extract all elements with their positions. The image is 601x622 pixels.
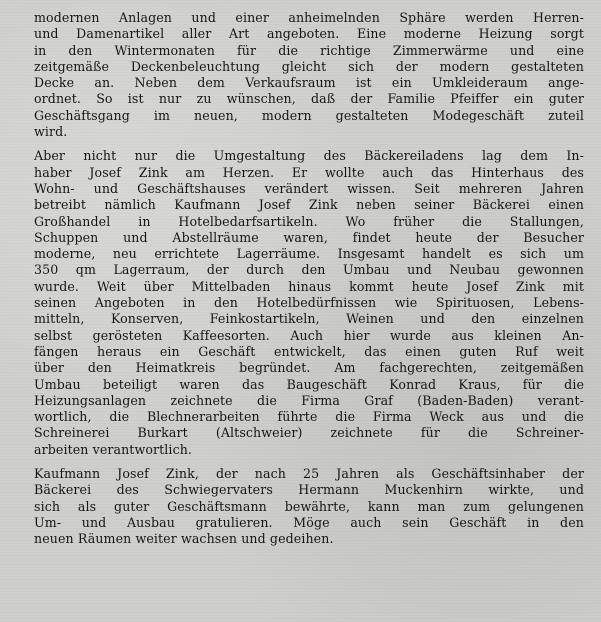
text-line: Bäckerei des Schwiegervaters Hermann Muckenhirn wirkte, und [34,482,584,498]
paragraph-gap [34,458,584,466]
text-line: Decke an. Neben dem Verkaufsraum ist ein Umkleideraum ange- [34,75,584,91]
text-line: Kaufmann Josef Zink, der nach 25 Jahren als Geschäftsinhaber der [34,466,584,482]
text-line: betreibt nämlich Kaufmann Josef Zink neben seiner Bäckerei einen [34,197,584,213]
text-line: wurde. Weit über Mittelbaden hinaus kommt heute Josef Zink mit [34,278,584,294]
text-line: Großhandel in Hotelbedarfsartikeln. Wo früher die Stallungen, [34,213,584,229]
text-line: zeitgemäße Deckenbeleuchtung gleicht sich der modern gestalteten [34,58,584,74]
text-line: in den Wintermonaten für die richtige Zimmerwärme und eine [34,42,584,58]
text-line: sich als guter Geschäftsmann bewährte, kann man zum gelungenen [34,498,584,514]
paragraph-1 [34,10,584,140]
text-line: selbst gerösteten Kaffeesorten. Auch hier wurde aus kleinen An- [34,327,584,343]
text-line: ordnet. So ist nur zu wünschen, daß der Familie Pfeiffer ein guter [34,91,584,107]
text-line: mitteln, Konserven, Feinkostartikeln, Weinen und den einzelnen [34,311,584,327]
text-line: Umbau beteiligt waren das Baugeschäft Konrad Kraus, für die [34,376,584,392]
article-column [34,10,584,548]
text-line: Schuppen und Abstellräume waren, findet heute der Besucher [34,229,584,245]
text-line: moderne, neu errichtete Lagerräume. Insgesamt handelt es sich um [34,246,584,262]
text-line: haber Josef Zink am Herzen. Er wollte auch das Hinterhaus des [34,164,584,180]
paragraph-2 [34,148,584,458]
text-line: wird. [34,124,68,140]
text-line: neuen Räumen weiter wachsen und gedeihen. [34,531,334,547]
text-line: Schreinerei Burkart (Altschweier) zeichnete für die Schreiner- [34,425,584,441]
text-line: Heizungsanlagen zeichnete die Firma Graf (Baden-Baden) verant- [34,392,584,408]
text-line: seinen Angeboten in den Hotelbedürfnissen wie Spirituosen, Lebens- [34,295,584,311]
text-line: modernen Anlagen und einer anheimelnden Sphäre werden Herren- [34,10,584,25]
text-line: 350 qm Lagerraum, der durch den Umbau und Neubau gewonnen [34,262,584,278]
paragraph-3 [34,466,584,547]
text-line: fängen heraus ein Geschäft entwickelt, das einen guten Ruf weit [34,343,584,359]
paragraph-gap [34,140,584,148]
text-line: Wohn- und Geschäftshauses verändert wissen. Seit mehreren Jahren [34,180,584,196]
text-line: und Damenartikel aller Art angeboten. Eine moderne Heizung sorgt [34,26,584,42]
text-line: arbeiten verantwortlich. [34,441,193,457]
text-line: über den Heimatkreis begründet. Am fachgerechten, zeitgemäßen [34,360,584,376]
text-line: Geschäftsgang im neuen, modern gestalteten Modegeschäft zuteil [34,107,584,123]
text-line: Aber nicht nur die Umgestaltung des Bäckereiladens lag dem In- [34,148,584,164]
text-line: wortlich, die Blechnerarbeiten führte die Firma Weck aus und die [34,409,584,425]
text-line: Um- und Ausbau gratulieren. Möge auch sein Geschäft in den [34,514,584,530]
